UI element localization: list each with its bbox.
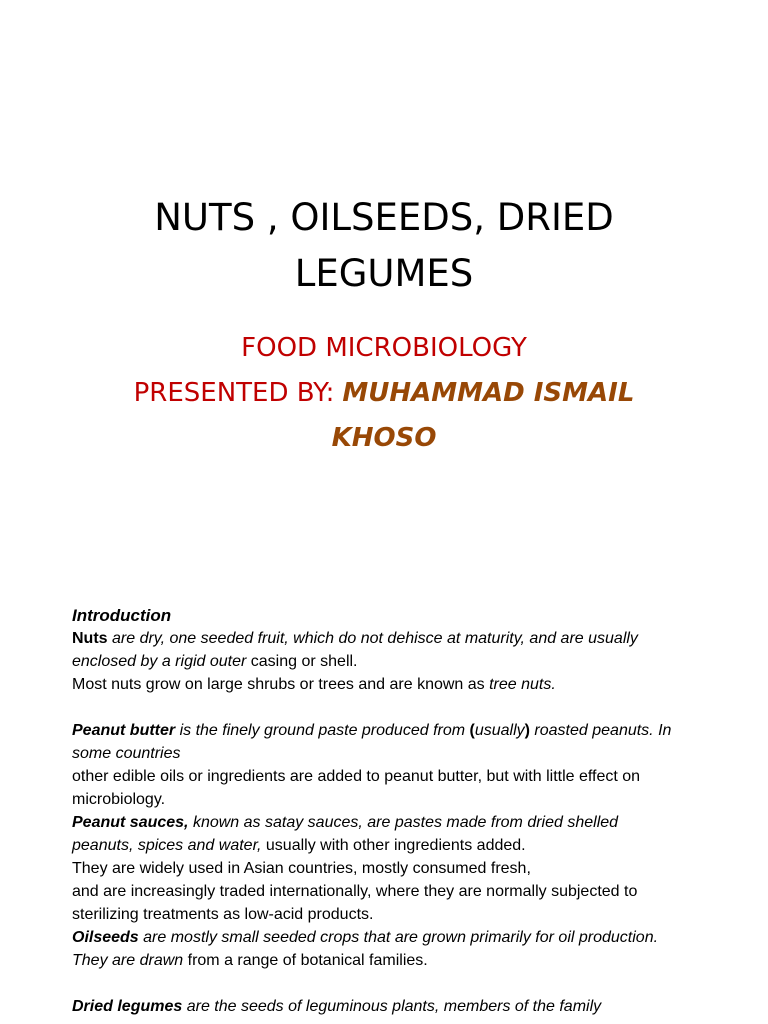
- paren-open: (: [469, 722, 475, 739]
- slide-title-line-1: NUTS , OILSEEDS, DRIED: [154, 196, 614, 239]
- oilseeds-definition: are mostly small seeded crops that are grown primarily for oil production. They are drawn: [72, 929, 659, 969]
- paragraph-spacer: [72, 696, 672, 719]
- oilseeds-rest: from a range of botanical families.: [183, 952, 428, 969]
- tree-nuts-term: tree nuts.: [489, 676, 556, 693]
- peanut-butter-term: Peanut butter: [72, 722, 176, 739]
- section-heading: Introduction: [72, 606, 172, 625]
- dried-legumes-paragraph: [72, 995, 672, 1018]
- slide-title: [0, 190, 768, 302]
- peanut-sauces-term: Peanut sauces,: [72, 814, 189, 831]
- dried-legumes-term: Dried legumes: [72, 998, 183, 1015]
- peanut-butter-definition-2: roasted peanuts. In some countries: [72, 722, 672, 762]
- presented-by-label: PRESENTED BY:: [133, 378, 335, 408]
- document-body: [72, 604, 672, 1018]
- nuts-paragraph: [72, 627, 672, 673]
- author-name-line-2: KHOSO: [331, 423, 437, 453]
- peanut-sauces-rest: usually with other ingredients added.: [261, 837, 526, 854]
- subject-label: FOOD MICROBIOLOGY: [241, 333, 527, 363]
- dried-legumes-definition: are the seeds of leguminous plants, members of the family: [182, 998, 602, 1015]
- asian-countries-line: They are widely used in Asian countries, mostly consumed fresh,: [72, 860, 531, 877]
- oilseeds-paragraph: [72, 926, 672, 972]
- peanut-butter-continued: other edible oils or ingredients are added to peanut butter, but with little effect on microbiology.: [72, 768, 641, 808]
- peanut-butter-paragraph: [72, 719, 672, 765]
- oilseeds-term: Oilseeds: [72, 929, 139, 946]
- title-slide: [0, 190, 768, 461]
- paragraph-spacer: [72, 972, 672, 995]
- peanut-butter-definition-1: is the finely ground paste produced from: [175, 722, 470, 739]
- slide-subtitle: [0, 326, 768, 461]
- slide-title-line-2: LEGUMES: [294, 252, 474, 295]
- traded-line: and are increasingly traded internationally, where they are normally subjected to sterilizing treatments as low-acid products.: [72, 883, 638, 923]
- nuts-definition: are dry, one seeded fruit, which do not dehisce at maturity, and are usually enclosed by a rigid outer: [72, 630, 638, 670]
- nuts-term: Nuts: [72, 630, 108, 647]
- peanut-sauces-definition: known as satay sauces, are pastes made from dried shelled peanuts, spices and water,: [72, 814, 619, 854]
- paren-close: ): [524, 722, 530, 739]
- nuts-rest: casing or shell.: [246, 653, 358, 670]
- peanut-sauces-paragraph: [72, 811, 672, 857]
- tree-nuts-paragraph: [72, 673, 672, 696]
- peanut-butter-usually: usually: [474, 722, 525, 739]
- author-name-line-1: MUHAMMAD ISMAIL: [342, 378, 635, 408]
- tree-nuts-text: Most nuts grow on large shrubs or trees and are known as: [72, 676, 490, 693]
